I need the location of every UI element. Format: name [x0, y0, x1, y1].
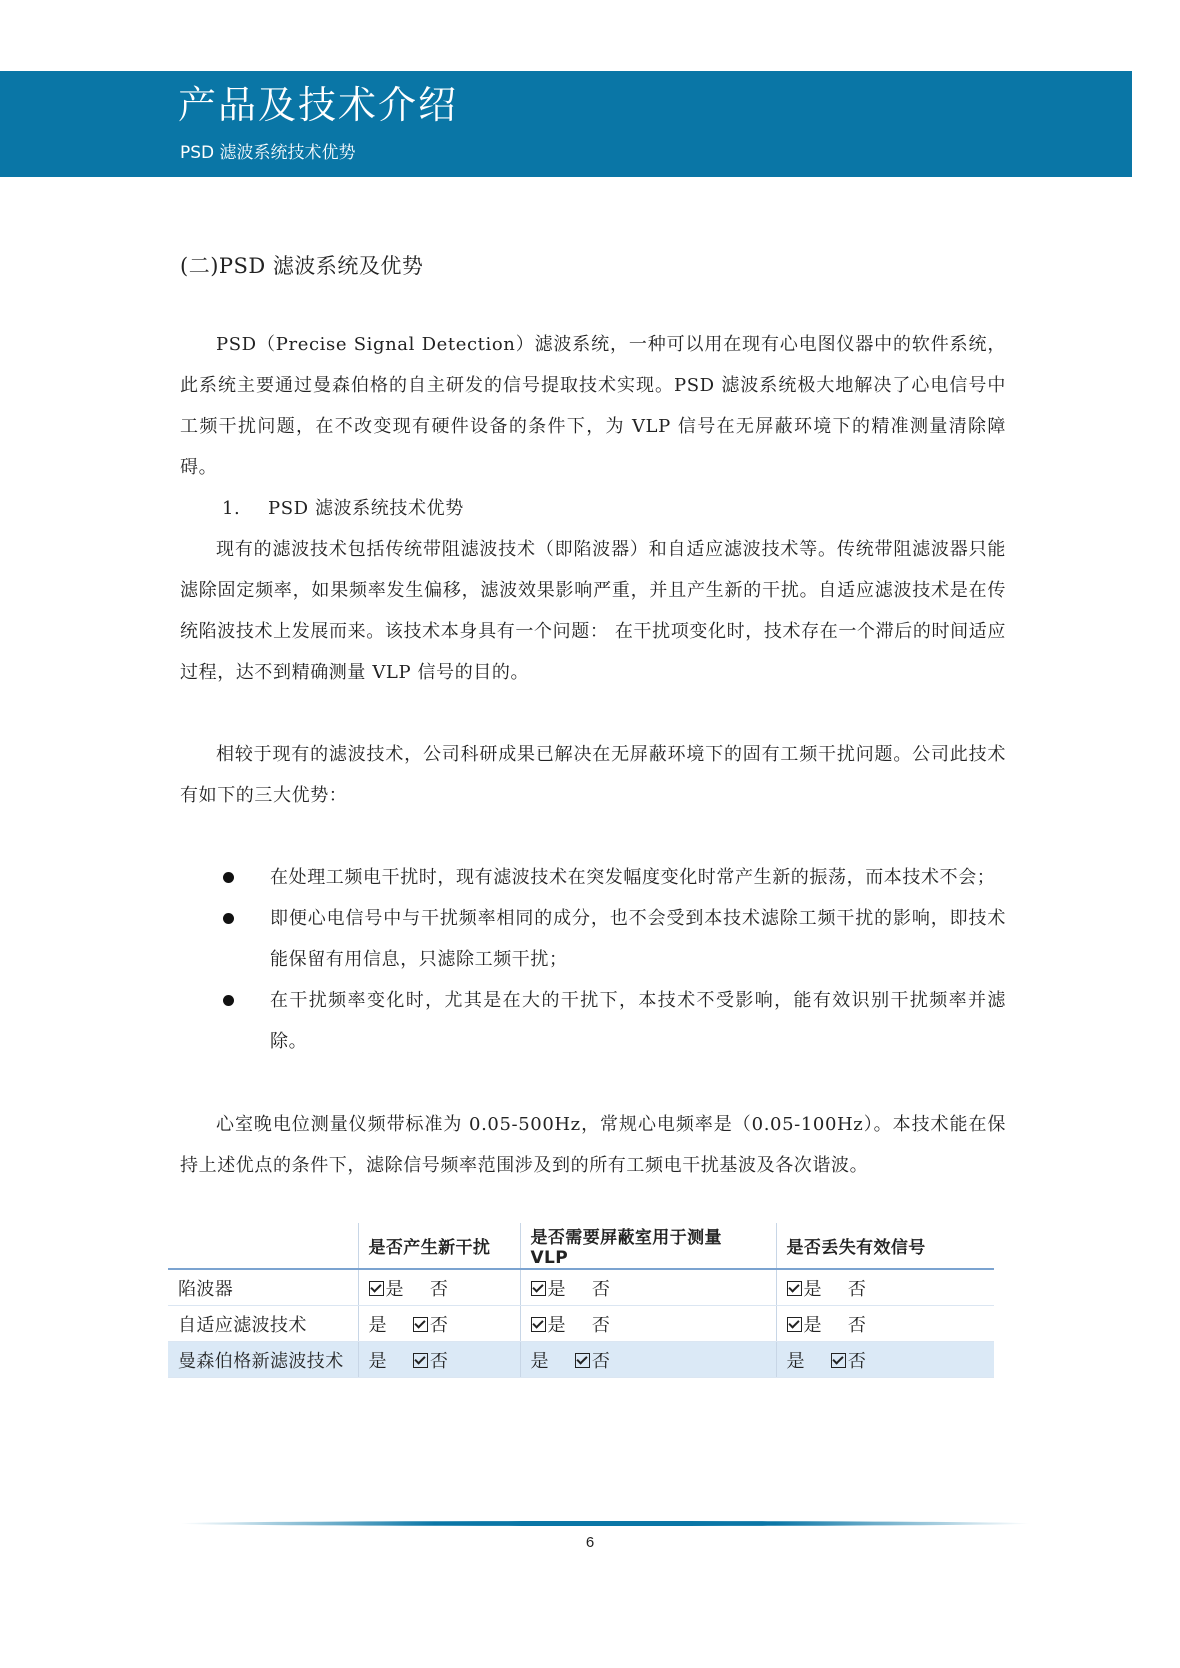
header-cell: [168, 1223, 358, 1269]
option-yes: [531, 1275, 566, 1301]
option-label: 否: [429, 1350, 449, 1372]
bullet-icon: [223, 913, 234, 924]
checked-box-icon: [369, 1281, 384, 1296]
option-no: [575, 1347, 610, 1373]
header-cell: 是否产生新干扰: [358, 1223, 520, 1269]
option-no: [592, 1311, 610, 1337]
option-label: 是: [385, 1278, 404, 1300]
row-label: 自适应滤波技术: [168, 1306, 358, 1342]
table-cell: [520, 1306, 776, 1342]
checked-box-icon: [575, 1353, 590, 1368]
band-paragraph-block: [180, 1104, 1006, 1186]
option-label: 是: [368, 1314, 387, 1336]
checked-box-icon: [831, 1353, 846, 1368]
footer-divider: [180, 1521, 1030, 1526]
option-label: 是: [368, 1350, 387, 1372]
option-yes: [531, 1311, 566, 1337]
option-no: [413, 1347, 448, 1373]
checked-box-icon: [413, 1353, 428, 1368]
comparison-table: [168, 1223, 994, 1378]
table-cell: [358, 1269, 520, 1306]
advantage-text: 在干扰频率变化时，尤其是在大的干扰下，本技术不受影响，能有效识别干扰频率并滤除。: [270, 990, 1006, 1052]
existing-tech-paragraph: 现有的滤波技术包括传统带阻滤波技术（即陷波器）和自适应滤波技术等。传统带阻滤波器只能滤除固定频率，如果频率发生偏移，滤波效果影响严重，并且产生新的干扰。自适应滤波技术是在传统陷波技术上发展而来。该技术本身具有一个问题： 在干扰项变化时，技术存在一个滞后的时间适应过程，达不到精确测量 VLP 信号的目的。: [180, 539, 1006, 683]
list-item: [180, 980, 1006, 1062]
advantage-text: 在处理工频电干扰时，现有滤波技术在突发幅度变化时常产生新的振荡，而本技术不会；: [270, 867, 996, 888]
option-yes: [369, 1347, 387, 1373]
table-cell: [776, 1306, 994, 1342]
option-label: 是: [803, 1314, 822, 1336]
option-yes: [531, 1347, 549, 1373]
option-no: [848, 1311, 866, 1337]
table-row: [168, 1342, 994, 1378]
checked-box-icon: [413, 1317, 428, 1332]
option-label: 是: [547, 1314, 566, 1336]
table-row: [168, 1269, 994, 1306]
table-cell: [776, 1269, 994, 1306]
intro-paragraph-block: [180, 324, 1006, 488]
comparison-paragraph: 相较于现有的滤波技术，公司科研成果已解决在无屏蔽环境下的固有工频干扰问题。公司此技术有如下的三大优势：: [180, 744, 1006, 806]
section-heading: (二)PSD 滤波系统及优势: [180, 254, 424, 278]
option-no: [592, 1275, 610, 1301]
page-number: 6: [585, 1534, 595, 1551]
option-label: 否: [847, 1350, 867, 1372]
row-label: 陷波器: [168, 1269, 358, 1306]
option-label: 否: [429, 1278, 449, 1300]
option-label: 否: [591, 1314, 611, 1336]
comparison-paragraph-block: [180, 734, 1006, 816]
option-label: 是: [803, 1278, 822, 1300]
option-yes: [787, 1311, 822, 1337]
table-cell: [358, 1342, 520, 1378]
table-cell: [358, 1306, 520, 1342]
option-yes: [787, 1275, 822, 1301]
header-subtitle: PSD 滤波系统技术优势: [180, 143, 356, 163]
numbered-heading-number: 1.: [222, 498, 241, 519]
table-cell: [520, 1342, 776, 1378]
option-label: 是: [786, 1350, 805, 1372]
header-cell: 是否丢失有效信号: [776, 1223, 994, 1269]
list-item: [180, 898, 1006, 980]
option-no: [413, 1311, 448, 1337]
option-label: 否: [847, 1314, 867, 1336]
option-no: [831, 1347, 866, 1373]
checked-box-icon: [787, 1317, 802, 1332]
option-label: 是: [530, 1350, 549, 1372]
option-no: [848, 1275, 866, 1301]
checked-box-icon: [531, 1281, 546, 1296]
bullet-icon: [223, 995, 234, 1006]
table-cell: [520, 1269, 776, 1306]
checked-box-icon: [787, 1281, 802, 1296]
header-banner: [0, 71, 1132, 177]
option-yes: [787, 1347, 805, 1373]
numbered-heading: [222, 488, 464, 529]
option-label: 否: [429, 1314, 449, 1336]
table-header-row: [168, 1223, 994, 1269]
option-no: [430, 1275, 448, 1301]
numbered-heading-text: PSD 滤波系统技术优势: [268, 498, 464, 519]
option-label: 是: [547, 1278, 566, 1300]
band-paragraph: 心室晚电位测量仪频带标准为 0.05-500Hz，常规心电频率是（0.05-100Hz）。本技术能在保持上述优点的条件下，滤除信号频率范围涉及到的所有工频电干扰基波及各次谐波。: [180, 1114, 1006, 1176]
intro-paragraph: PSD（Precise Signal Detection）滤波系统，一种可以用在现有心电图仪器中的软件系统，此系统主要通过曼森伯格的自主研发的信号提取技术实现。PSD 滤波系统极大地解决了心电信号中工频干扰问题，在不改变现有硬件设备的条件下，为 VLP 信号在无屏蔽环境下的精准测量清除障碍。: [180, 334, 1006, 478]
advantages-list: [180, 857, 1006, 1062]
checked-box-icon: [531, 1317, 546, 1332]
option-label: 否: [847, 1278, 867, 1300]
option-yes: [369, 1275, 404, 1301]
advantage-text: 即便心电信号中与干扰频率相同的成分，也不会受到本技术滤除工频干扰的影响，即技术能保留有用信息，只滤除工频干扰；: [270, 908, 1006, 970]
table-row: [168, 1306, 994, 1342]
row-label: 曼森伯格新滤波技术: [168, 1342, 358, 1378]
header-title: 产品及技术介绍: [178, 83, 459, 127]
option-label: 否: [591, 1350, 611, 1372]
list-item: [180, 857, 1006, 898]
option-label: 否: [591, 1278, 611, 1300]
header-cell: 是否需要屏蔽室用于测量 VLP: [520, 1223, 776, 1269]
bullet-icon: [223, 872, 234, 883]
option-yes: [369, 1311, 387, 1337]
table-cell: [776, 1342, 994, 1378]
existing-tech-paragraph-block: [180, 529, 1006, 693]
